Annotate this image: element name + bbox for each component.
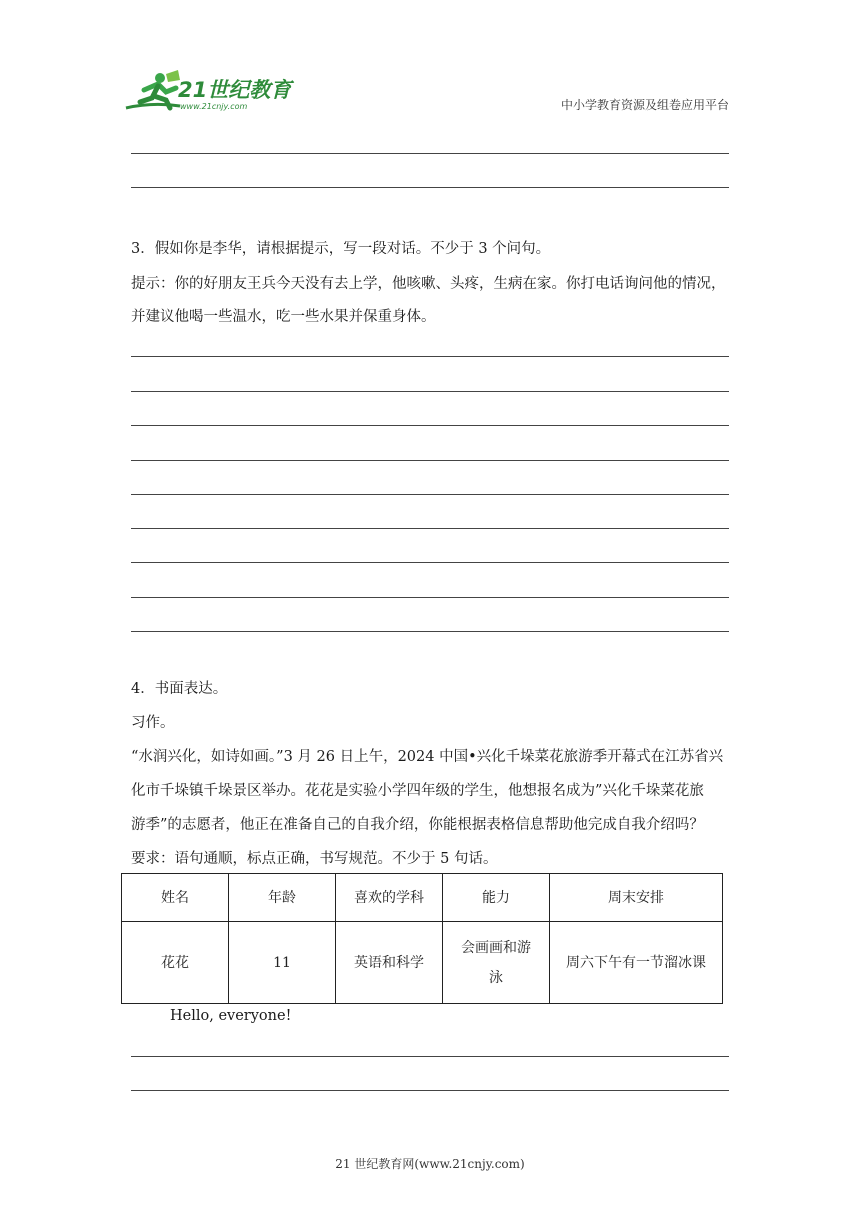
answer-line: [131, 1090, 729, 1091]
greeting-text: Hello, everyone!: [170, 1008, 292, 1024]
question-4-subtitle: 习作。: [131, 715, 175, 731]
answer-line: [131, 1056, 729, 1057]
answer-line: [131, 597, 729, 598]
question-4-requirement: 要求：语句通顺，标点正确，书写规范。不少于 5 句话。: [131, 851, 498, 867]
header-tagline: 中小学教育资源及组卷应用平台: [560, 98, 729, 112]
question-4-title: 4．书面表达。: [131, 681, 228, 697]
cell-ability-line2: 泳: [489, 969, 503, 986]
header-cell-subjects: 喜欢的学科: [336, 874, 443, 922]
question-4-paragraph-cont: 化市千垛镇千垛景区举办。花花是实验小学四年级的学生，他想报名成为”兴化千垛菜花旅: [131, 783, 704, 799]
answer-line: [131, 631, 729, 632]
footer-text: 21 世纪教育网(www.21cnjy.com): [335, 1157, 525, 1171]
answer-line: [131, 425, 729, 426]
question-3-title: 3．假如你是李华，请根据提示，写一段对话。不少于 3 个问句。: [131, 241, 551, 257]
question-3-hint: 提示：你的好朋友王兵今天没有去上学，他咳嗽、头疼，生病在家。你打电话询问他的情况，: [131, 276, 726, 292]
answer-line: [131, 153, 729, 154]
cell-ability-line1: 会画画和游: [461, 939, 531, 956]
answer-line: [131, 528, 729, 529]
header-cell-weekend: 周末安排: [550, 874, 723, 922]
question-4-paragraph-cont: 游季”的志愿者，他正在准备自己的自我介绍，你能根据表格信息帮助他完成自我介绍吗？: [131, 817, 704, 833]
cell-ability: [443, 922, 550, 1004]
question-3-hint-cont: 并建议他喝一些温水，吃一些水果并保重身体。: [131, 309, 436, 325]
cell-age: 11: [229, 922, 336, 1004]
answer-line: [131, 460, 729, 461]
table-row: [122, 922, 723, 1004]
logo-url: www.21cnjy.com: [180, 102, 248, 111]
header-cell-name: 姓名: [122, 874, 229, 922]
question-4-paragraph: “水润兴化，如诗如画。”3 月 26 日上午，2024 中国•兴化千垛菜花旅游季开幕式在江苏省兴: [131, 749, 724, 765]
answer-line: [131, 356, 729, 357]
answer-line: [131, 494, 729, 495]
answer-line: [131, 391, 729, 392]
answer-line: [131, 187, 729, 188]
table-header-row: [122, 874, 723, 922]
cell-subjects: 英语和科学: [336, 922, 443, 1004]
header-cell-age: 年龄: [229, 874, 336, 922]
cell-name: 花花: [122, 922, 229, 1004]
cell-weekend: 周六下午有一节溜冰课: [550, 922, 723, 1004]
logo-title: 21世纪教育: [178, 78, 292, 102]
site-logo: [122, 68, 292, 116]
header-cell-ability: 能力: [443, 874, 550, 922]
answer-line: [131, 562, 729, 563]
info-table: [121, 873, 723, 1004]
